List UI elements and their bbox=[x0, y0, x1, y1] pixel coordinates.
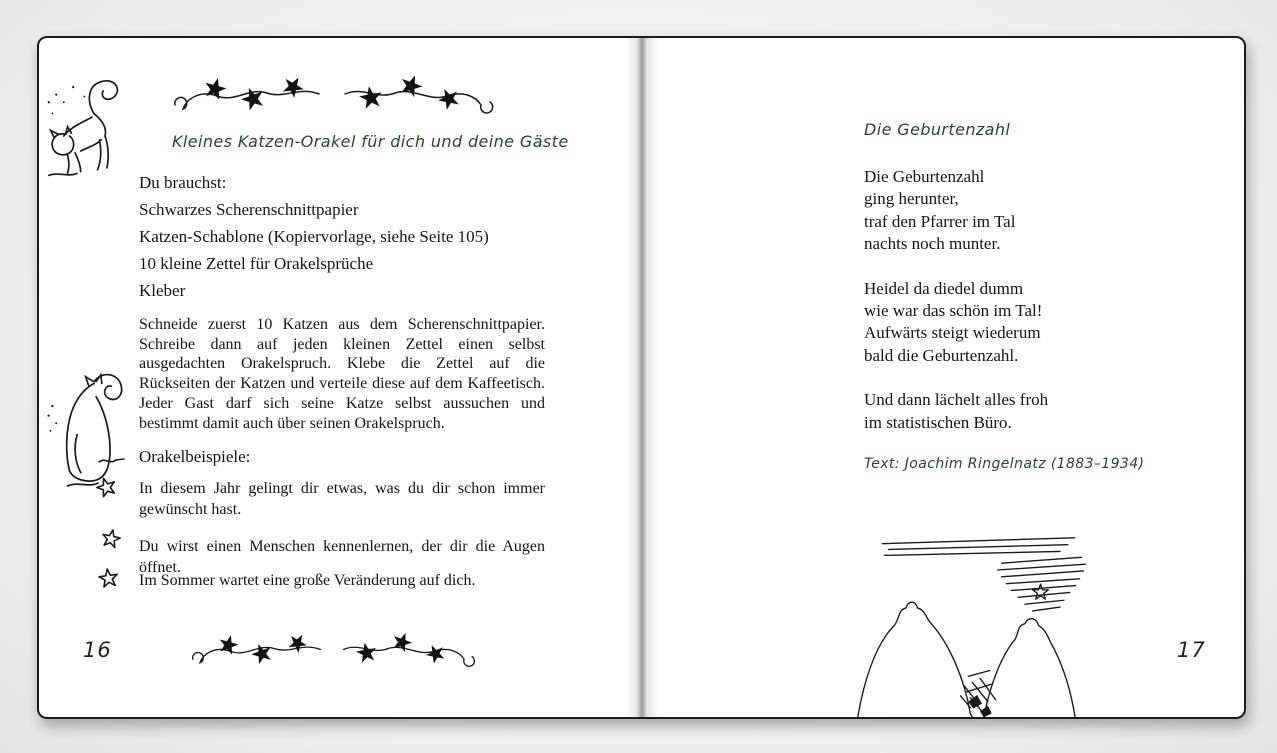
poem-stanza bbox=[864, 389, 1048, 434]
star-bullet-icon bbox=[94, 475, 119, 500]
poem-line: nachts noch munter. bbox=[864, 234, 1001, 254]
poem-line: traf den Pfarrer im Tal bbox=[864, 211, 1016, 231]
vine-ornament-top bbox=[167, 72, 497, 116]
material-item: Katzen-Schablone (Kopiervorlage, siehe Seite 105) bbox=[139, 227, 489, 246]
star-bullet-icon bbox=[96, 566, 121, 591]
material-item: Kleber bbox=[139, 281, 186, 300]
vine-ornament-bottom bbox=[185, 630, 479, 669]
star-bullet-icon bbox=[99, 527, 123, 551]
materials-heading: Du brauchst: bbox=[139, 173, 227, 192]
page-number-left: 16 bbox=[83, 638, 112, 662]
materials-list bbox=[139, 169, 549, 304]
cat-walking-icon bbox=[45, 74, 167, 182]
squiggle-icon bbox=[97, 454, 127, 466]
poem-line: wie war das schön im Tal! bbox=[864, 301, 1043, 321]
left-page-title: Kleines Katzen-Orakel für dich und deine Gäste bbox=[172, 132, 569, 151]
material-item: Schwarzes Scherenschnittpapier bbox=[139, 200, 359, 219]
right-page-title: Die Geburtenzahl bbox=[864, 120, 1011, 139]
poem bbox=[864, 166, 1048, 456]
example-item: Im Sommer wartet eine große Veränderung auf dich. bbox=[139, 572, 476, 589]
example-item: In diesem Jahr gelingt dir etwas, was du dir schon immer gewünscht hast. bbox=[139, 480, 545, 518]
book-gutter bbox=[625, 38, 659, 717]
example-item: Du wirst einen Menschen kennenlernen, der dir die Augen öffnet. bbox=[139, 538, 545, 576]
material-item: 10 kleine Zettel für Orakelsprüche bbox=[139, 254, 374, 273]
poem-line: Aufwärts steigt wiederum bbox=[864, 323, 1041, 343]
examples-heading: Orakelbeispiele: bbox=[139, 447, 251, 466]
poem-line: bald die Geburtenzahl. bbox=[864, 345, 1019, 365]
poem-attribution: Text: Joachim Ringelnatz (1883–1934) bbox=[864, 456, 1145, 472]
poem-line: Und dann lächelt alles froh bbox=[864, 390, 1049, 410]
cat-sitting-icon bbox=[41, 366, 136, 490]
poem-line: Die Geburtenzahl bbox=[864, 167, 985, 186]
book-spread bbox=[37, 36, 1246, 719]
poem-line: ging herunter, bbox=[864, 189, 959, 209]
poem-stanza bbox=[864, 278, 1048, 368]
poem-stanza bbox=[864, 166, 1048, 256]
poem-line: im statistischen Büro. bbox=[864, 412, 1012, 432]
poem-line: Heidel da diedel dumm bbox=[864, 278, 1024, 298]
hills-sketch-drawing bbox=[851, 530, 1113, 719]
instructions-paragraph: Schneide zuerst 10 Katzen aus dem Scherenschnittpapier. Schreibe dann auf jeden kleinen Zettel einen selbst ausgedachten Orakelspruch. Klebe die Zettel auf die Rückseiten der Katzen und verteile diese auf dem Kaffeetisch. Jeder Gast darf sich seine Katze selbst aussuchen und bestimmt damit auch über seinen Orakelspruch. bbox=[139, 316, 545, 432]
page-number-right: 17 bbox=[1177, 638, 1206, 662]
